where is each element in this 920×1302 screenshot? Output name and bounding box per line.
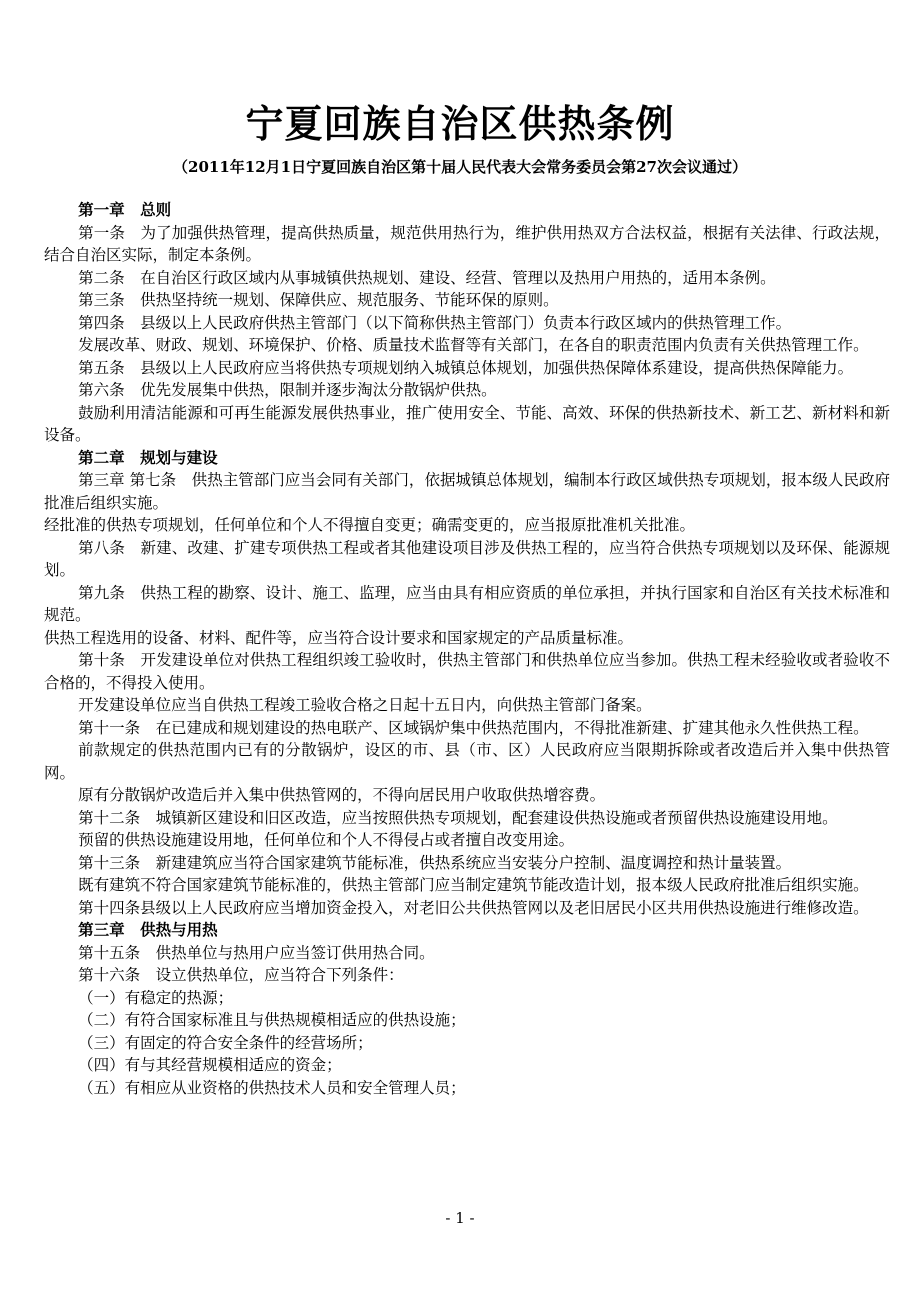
paragraph: 第三章 第七条 供热主管部门应当会同有关部门，依据城镇总体规划，编制本行政区域供热专项规划，报本级人民政府批准后组织实施。: [44, 471, 890, 512]
paragraph: 鼓励利用清洁能源和可再生能源发展供热事业，推广使用安全、节能、高效、环保的供热新技术、新工艺、新材料和新设备。: [44, 403, 890, 444]
chapter-heading: 第二章 规划与建设: [78, 447, 218, 467]
paragraph: 第五条 县级以上人民政府应当将供热专项规划纳入城镇总体规划，加强供热保障体系建设，提高供热保障能力。: [78, 358, 854, 377]
paragraph: 第一条 为了加强供热管理，提高供热质量，规范供用热行为，维护供用热双方合法权益，根据有关法律、行政法规，结合自治区实际，制定本条例。: [44, 223, 890, 264]
paragraph: 既有建筑不符合国家建筑节能标准的，供热主管部门应当制定建筑节能改造计划，报本级人民政府批准后组织实施。: [78, 876, 869, 894]
paragraph: 发展改革、财政、规划、环境保护、价格、质量技术监督等有关部门，在各自的职责范围内负责有关供热管理工作。: [78, 336, 869, 354]
paragraph: 第十四条县级以上人民政府应当增加资金投入，对老旧公共供热管网以及老旧居民小区共用供热设施进行维修改造。: [78, 898, 869, 917]
paragraph: 第三条 供热坚持统一规划、保障供应、规范服务、节能环保的原则。: [78, 291, 559, 309]
paragraph: 第十六条 设立供热单位，应当符合下列条件：: [78, 966, 404, 984]
paragraph: 第四条 县级以上人民政府供热主管部门（以下简称供热主管部门）负责本行政区域内的供热管理工作。: [78, 313, 792, 332]
paragraph: 开发建设单位应当自供热工程竣工验收合格之日起十五日内，向供热主管部门备案。: [78, 696, 652, 714]
paragraph: 第十二条 城镇新区建设和旧区改造，应当按照供热专项规划，配套建设供热设施或者预留供热设施建设用地。: [78, 808, 838, 827]
paragraph: 第十五条 供热单位与热用户应当签订供用热合同。: [78, 943, 435, 962]
paragraph: （二）有符合国家标准且与供热规模相适应的供热设施；: [78, 1011, 466, 1029]
paragraph: 第十条 开发建设单位对供热工程组织竣工验收时，供热主管部门和供热单位应当参加。供热工程未经验收或者验收不合格的，不得投入使用。: [44, 651, 890, 692]
chapter-heading: 第一章 总则: [78, 200, 172, 219]
paragraph: （五）有相应从业资格的供热技术人员和安全管理人员；: [78, 1078, 466, 1097]
paragraph: （一）有稳定的热源；: [78, 988, 234, 1007]
paragraph: 供热工程选用的设备、材料、配件等，应当符合设计要求和国家规定的产品质量标准。: [44, 628, 634, 647]
paragraph: 第八条 新建、改建、扩建专项供热工程或者其他建设项目涉及供热工程的，应当符合供热专项规划以及环保、能源规划。: [44, 538, 890, 579]
paragraph: 第十三条 新建建筑应当符合国家建筑节能标准，供热系统应当安装分户控制、温度调控和热计量装置。: [78, 853, 792, 872]
paragraph: 原有分散锅炉改造后并入集中供热管网的，不得向居民用户收取供热增容费。: [78, 786, 606, 804]
paragraph: 经批准的供热专项规划，任何单位和个人不得擅自变更；确需变更的，应当报原批准机关批准。: [44, 516, 696, 534]
paragraph: 预留的供热设施建设用地，任何单位和个人不得侵占或者擅自改变用途。: [78, 831, 575, 849]
paragraph: 第十一条 在已建成和规划建设的热电联产、区域锅炉集中供热范围内，不得批准新建、扩建其他永久性供热工程。: [78, 718, 869, 737]
chapter-heading: 第三章 供热与用热: [78, 920, 218, 939]
paragraph: 第九条 供热工程的勘察、设计、施工、监理，应当由具有相应资质的单位承担，并执行国家和自治区有关技术标准和规范。: [44, 583, 890, 624]
paragraph: 前款规定的供热范围内已有的分散锅炉，设区的市、县（市、区）人民政府应当限期拆除或者改造后并入集中供热管网。: [44, 741, 890, 782]
paragraph: 第二条 在自治区行政区域内从事城镇供热规划、建设、经营、管理以及热用户用热的，适用本条例。: [78, 268, 776, 287]
document-body: [44, 199, 890, 1099]
paragraph: 第六条 优先发展集中供热，限制并逐步淘汰分散锅炉供热。: [78, 381, 497, 399]
page-number: - 1 -: [445, 1209, 475, 1227]
paragraph: （四）有与其经营规模相适应的资金；: [78, 1056, 342, 1074]
paragraph: （三）有固定的符合安全条件的经营场所；: [78, 1033, 373, 1052]
document-title: 宁夏回族自治区供热条例: [245, 102, 675, 146]
document-subtitle: （2011年12月1日宁夏回族自治区第十届人民代表大会常务委员会第27次会议通过）: [173, 158, 747, 176]
